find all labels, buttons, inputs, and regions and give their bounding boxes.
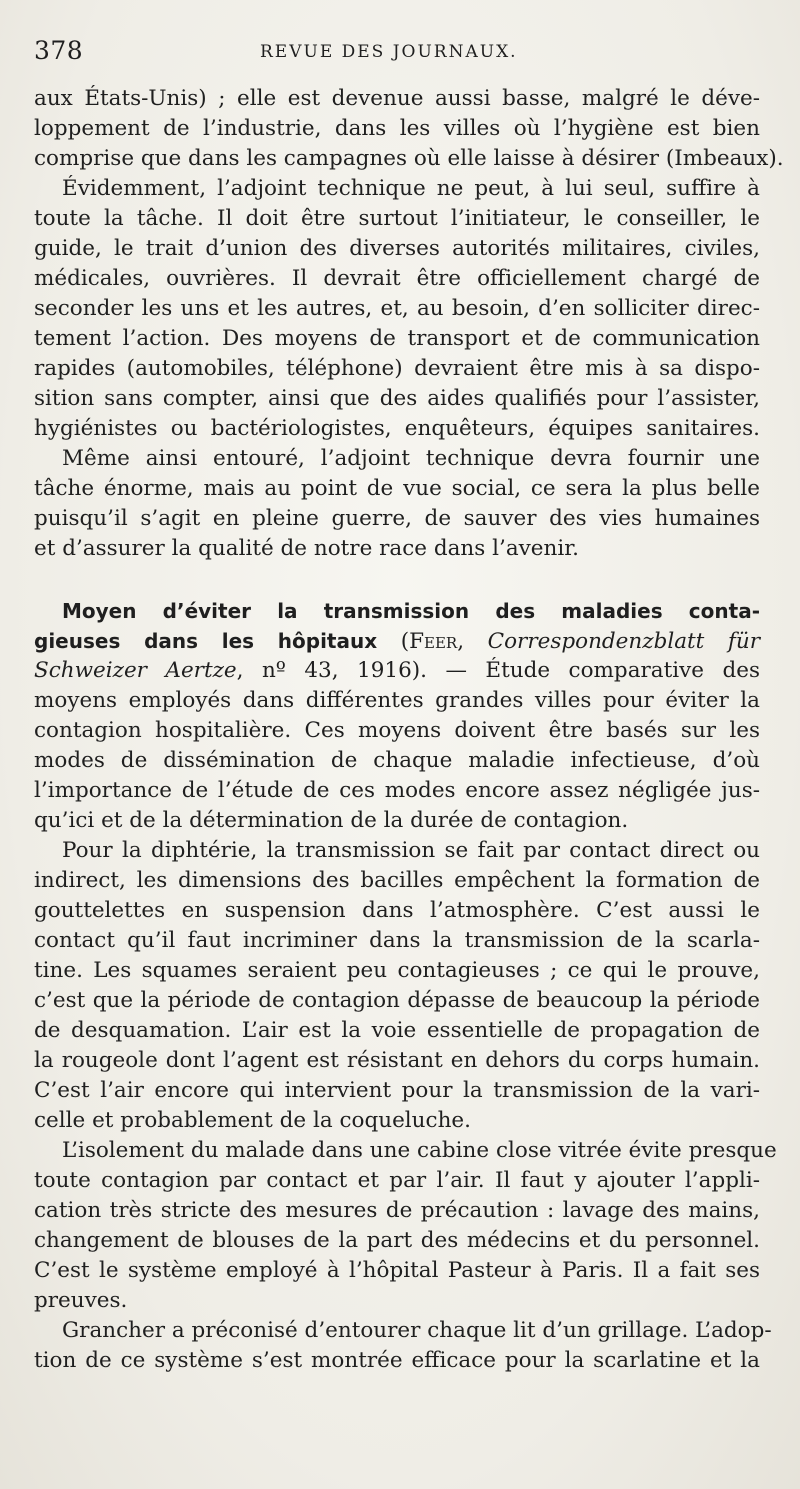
journal-title: REVUE DES JOURNAUX. (260, 42, 518, 62)
text-line: sition sans compter, ainsi que des aides qualifiés pour l’assister, (34, 386, 760, 411)
citation-comma: , (457, 629, 488, 654)
text-line: preuves. (34, 1288, 128, 1313)
text-line: puisqu’il s’agit en pleine guerre, de sauver des vies humaines (34, 506, 760, 531)
text-line: contagion hospitalière. Ces moyens doivent être basés sur les (34, 718, 760, 743)
text-line: changement de blouses de la part des médecins et du personnel. (34, 1228, 760, 1253)
page-number: 378 (34, 36, 84, 65)
text-line: de desquamation. L’air est la voie essentielle de propagation de (34, 1018, 760, 1043)
text-line: et d’assurer la qualité de notre race dans l’avenir. (34, 536, 579, 561)
text-line: modes de dissémination de chaque maladie infectieuse, d’où (34, 748, 760, 773)
text-line: rapides (automobiles, téléphone) devraient être mis à sa dispo- (34, 356, 760, 381)
text-line: aux États-Unis) ; elle est devenue aussi basse, malgré le déve- (34, 86, 760, 111)
text-line: toute la tâche. Il doit être surtout l’initiateur, le conseiller, le (34, 206, 760, 231)
citation-issue: , nº 43, 1916). — Étude comparative des (236, 658, 760, 683)
text-line: qu’ici et de la détermination de la durée de contagion. (34, 808, 629, 833)
text-line: tine. Les squames seraient peu contagieuses ; ce qui le prouve, (34, 958, 760, 983)
text-line: tement l’action. Des moyens de transport et de communication (34, 326, 760, 351)
text-line: l’importance de l’étude de ces modes encore assez négligée jus- (34, 778, 760, 803)
text-line: toute contagion par contact et par l’air. Il faut y ajouter l’appli- (34, 1168, 760, 1193)
article-author: Feer (409, 629, 458, 654)
text-line: tâche énorme, mais au point de vue social, ce sera la plus belle (34, 476, 760, 501)
body-text (34, 84, 784, 1376)
text-line: tion de ce système s’est montrée efficace pour la scarlatine et la (34, 1348, 760, 1373)
text-line: L’isolement du malade dans une cabine close vitrée évite presque (62, 1138, 777, 1163)
text-line: loppement de l’industrie, dans les villes où l’hygiène est bien (34, 116, 760, 141)
text-line: seconder les uns et les autres, et, au besoin, d’en solliciter direc- (34, 296, 760, 321)
text-line: c’est que la période de contagion dépasse de beaucoup la période (34, 988, 760, 1013)
section-gap (34, 564, 760, 596)
article-citation-line (34, 626, 760, 656)
article-title: Moyen d’éviter la transmission des maladies conta- (62, 599, 760, 623)
text-line: comprise que dans les campagnes où elle laisse à désirer (Imbeaux). (34, 146, 784, 171)
text-line: médicales, ouvrières. Il devrait être officiellement chargé de (34, 266, 760, 291)
text-line: Pour la diphtérie, la transmission se fait par contact direct ou (62, 838, 760, 863)
text-line: celle et probablement de la coqueluche. (34, 1108, 471, 1133)
citation-open: ( (377, 629, 410, 654)
text-line: contact qu’il faut incriminer dans la transmission de la scarla- (34, 928, 760, 953)
text-line: C’est le système employé à l’hôpital Pasteur à Paris. Il a fait ses (34, 1258, 760, 1283)
text-line: Évidemment, l’adjoint technique ne peut, à lui seul, suffire à (62, 176, 760, 201)
text-line: guide, le trait d’union des diverses autorités militaires, civiles, (34, 236, 760, 261)
text-line: moyens employés dans différentes grandes villes pour éviter la (34, 688, 760, 713)
running-head (34, 30, 760, 70)
text-line: hygiénistes ou bactériologistes, enquêteurs, équipes sanitaires. (34, 416, 760, 441)
article-citation-line (34, 656, 760, 686)
article-title-line (34, 596, 760, 626)
text-line: C’est l’air encore qui intervient pour la transmission de la vari- (34, 1078, 760, 1103)
journal-name-cont: Schweizer Aertze (34, 658, 237, 683)
text-line: gouttelettes en suspension dans l’atmosphère. C’est aussi le (34, 898, 760, 923)
article-title-cont: gieuses dans les hôpitaux (34, 629, 378, 653)
journal-name: Correspondenzblatt für (487, 629, 760, 654)
text-line: Même ainsi entouré, l’adjoint technique devra fournir une (62, 446, 760, 471)
text-line: Grancher a préconisé d’entourer chaque lit d’un grillage. L’adop- (62, 1318, 772, 1343)
text-line: indirect, les dimensions des bacilles empêchent la formation de (34, 868, 760, 893)
text-line: la rougeole dont l’agent est résistant en dehors du corps humain. (34, 1048, 760, 1073)
text-line: cation très stricte des mesures de précaution : lavage des mains, (34, 1198, 760, 1223)
